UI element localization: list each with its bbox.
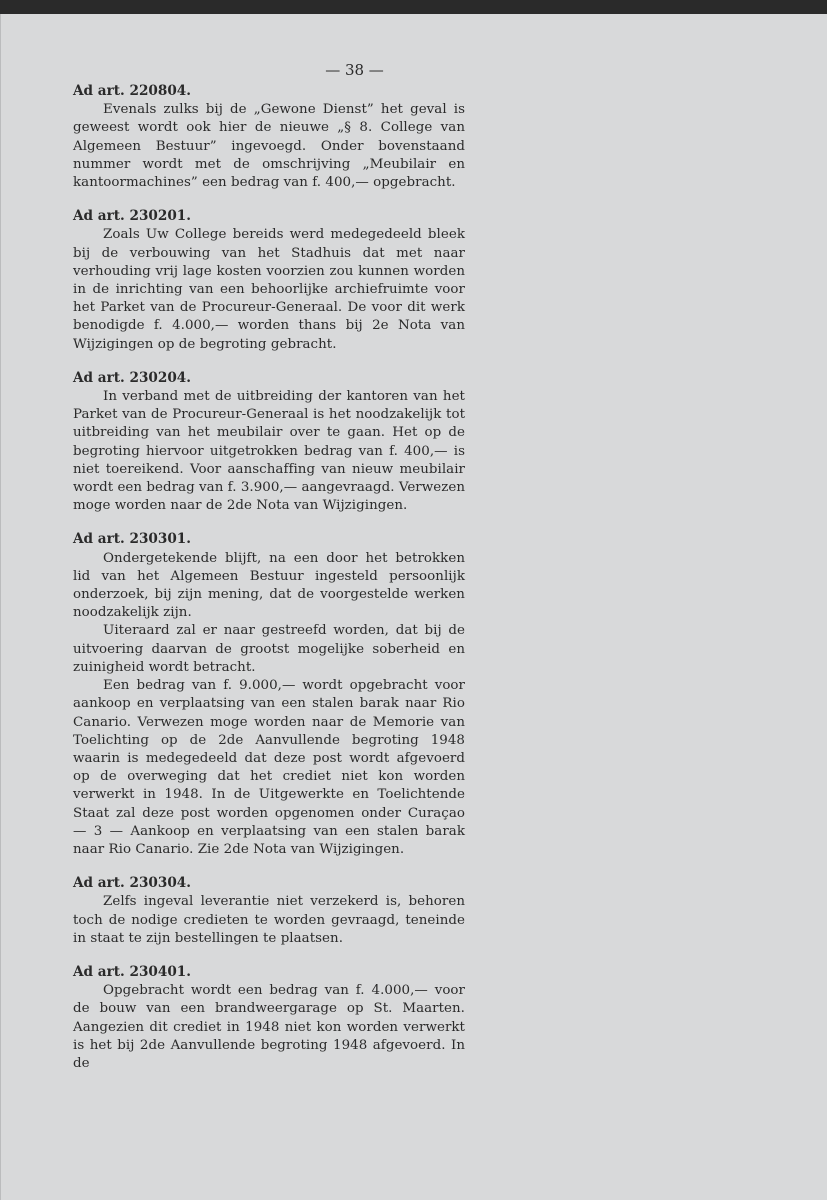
section-heading: Ad art. 230304. <box>73 875 191 892</box>
paragraph: Zelfs ingeval leverantie niet verzekerd is, behoren toch de nodige credieten te worden gevraagd, teneinde in staat te zijn bestellingen te plaatsen. <box>73 894 465 946</box>
paragraph: In verband met de uitbreiding der kantoren van het Parket van de Procureur-Generaal is het noodzakelijk tot uitbreiding van het meubilair over te gaan. Het op de begroting hiervoor uitgetrokken bedrag van f. 400,— is niet toereikend. Voor aanschaffing van nieuw meubilair wordt een bedrag van f. 3.900,— aangevraagd. Verwezen moge worden naar de 2de Nota van Wijzigingen. <box>73 389 465 514</box>
paragraph: Evenals zulks bij de „Gewone Dienst” het geval is geweest wordt ook hier de nieuwe „§ 8. College van Algemeen Bestuur” ingevoegd. Onder bovenstaand nummer wordt met de omschrijving „Meubilair en kantoormachines” een bedrag van f. 400,— opgebracht. <box>73 102 465 191</box>
section-230204 <box>73 369 465 516</box>
section-230401 <box>73 963 465 1073</box>
paragraph: Een bedrag van f. 9.000,— wordt opgebracht voor aankoop en verplaatsing van een stalen barak naar Rio Canario. Verwezen moge worden naar de Memorie van Toelichting op de 2de Aanvullende begroting 1948 waarin is medegedeeld dat deze post wordt afgevoerd op de overweging dat het crediet niet kon worden verwerkt in 1948. In de Uitgewerkte en Toelichtende Staat zal deze post worden opgenomen onder Curaçao — 3 — Aankoop en verplaatsing van een stalen barak naar Rio Canario. Zie 2de Nota van Wijzigingen. <box>73 678 465 857</box>
paragraph: Zoals Uw College bereids werd medegedeeld bleek bij de verbouwing van het Stadhuis dat met naar verhouding vrij lage kosten voorzien zou kunnen worden in de inrichting van een behoorlijke archiefruimte voor het Parket van de Procureur-Generaal. De voor dit werk benodigde f. 4.000,— worden thans bij 2e Nota van Wijzigingen op de begroting gebracht. <box>73 227 465 352</box>
section-220804 <box>73 82 465 192</box>
section-230301 <box>73 530 465 859</box>
section-heading: Ad art. 230301. <box>73 531 191 548</box>
section-heading: Ad art. 230204. <box>73 369 191 386</box>
section-heading: Ad art. 220804. <box>73 83 191 99</box>
paragraph: Ondergetekende blijft, na een door het betrokken lid van het Algemeen Bestuur ingesteld persoonlijk onderzoek, bij zijn mening, dat de voorgestelde werken noodzakelijk zijn. <box>73 550 465 621</box>
section-230201 <box>73 207 465 354</box>
section-230304 <box>73 874 465 948</box>
page-number: — 38 — <box>325 61 384 79</box>
section-heading: Ad art. 230201. <box>73 208 191 225</box>
paragraph: Opgebracht wordt een bedrag van f. 4.000,— voor de bouw van een brandweergarage op St. Maarten. Aangezien dit crediet in 1948 niet kon worden verwerkt is het bij 2de Aanvullende begroting 1948 afgevoerd. In de <box>73 983 465 1071</box>
document-body <box>73 82 465 1088</box>
paragraph: Uiteraard zal er naar gestreefd worden, dat bij de uitvoering daarvan de grootst mogelijke soberheid en zuinigheid wordt betracht. <box>73 623 465 675</box>
section-heading: Ad art. 230401. <box>73 963 191 980</box>
